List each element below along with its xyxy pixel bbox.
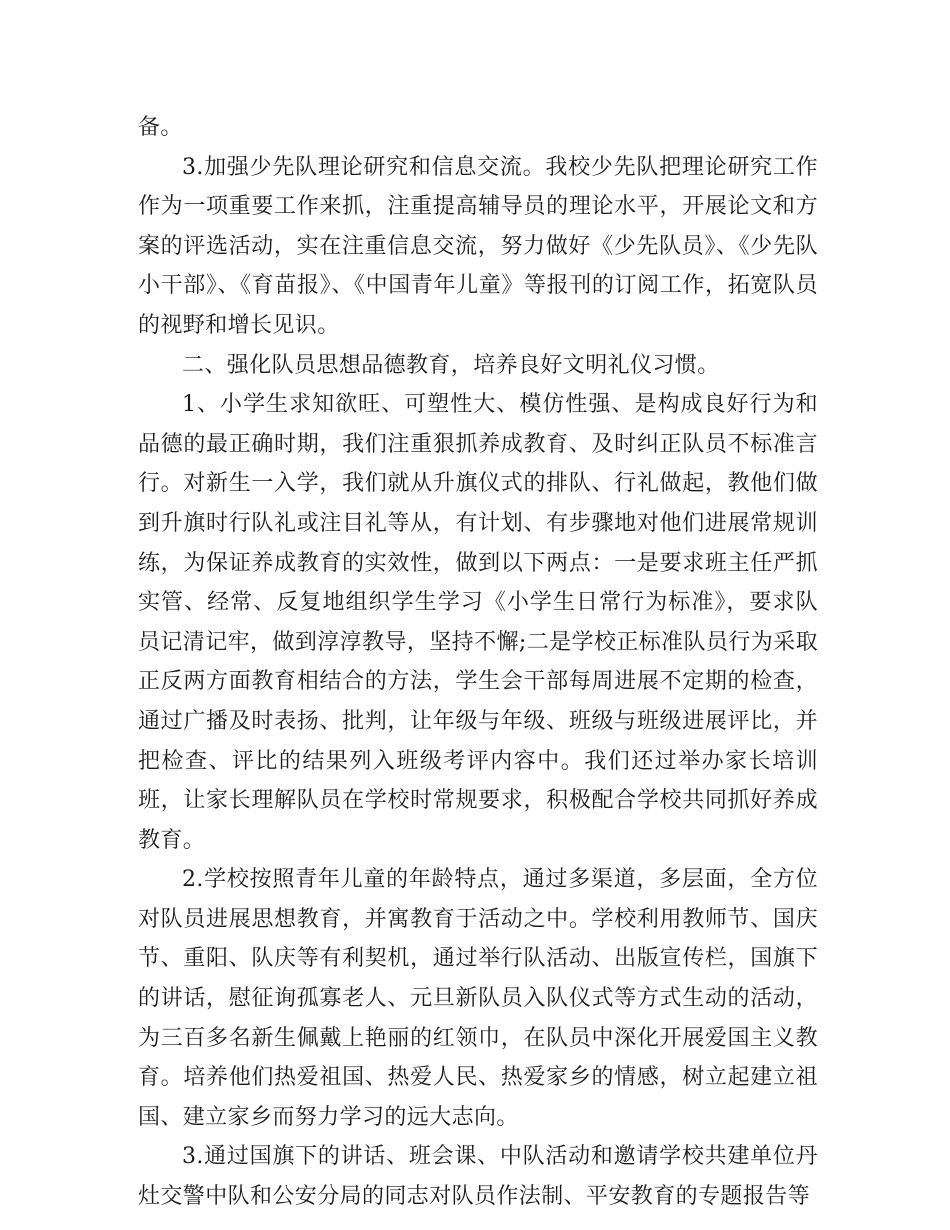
document-body bbox=[138, 108, 818, 1217]
paragraph-habit-education: 1、小学生求知欲旺、可塑性大、模仿性强、是构成良好行为和品德的最正确时期，我们注重狠抓养成教育、及时纠正队员不标准言行。对新生一入学，我们就从升旗仪式的排队、行礼做起，教他们做到升旗时行队礼或注目礼等从，有计划、有步骤地对他们进展常规训练，为保证养成教育的实效性，做到以下两点：一是要求班主任严抓实管、经常、反复地组织学生学习《小学生日常行为标准》，要求队员记清记牢，做到淳淳教导，坚持不懈;二是学校正标准队员行为采取正反两方面教育相结合的方法，学生会干部每周进展不定期的检查，通过广播及时表扬、批判，让年级与年级、班级与班级进展评比，并把检查、评比的结果列入班级考评内容中。我们还过举办家长培训班，让家长理解队员在学校时常规要求，积极配合学校共同抓好养成教育。 bbox=[138, 392, 818, 853]
paragraph-legal-safety-education: 3.通过国旗下的讲话、班会课、中队活动和邀请学校共建单位丹灶交警中队和公安分局的同志对队员作法制、平安教育的专题报告等 bbox=[138, 1144, 818, 1210]
paragraph-ideological-education: 2.学校按照青年儿童的年龄特点，通过多渠道，多层面，全方位对队员进展思想教育，并寓教育于活动之中。学校利用教师节、国庆节、重阳、队庆等有利契机，通过举行队活动、出版宣传栏，国旗下的讲话，慰征询孤寡老人、元旦新队员入队仪式等方式生动的活动，为三百多名新生佩戴上艳丽的红领巾，在队员中深化开展爱国主义教育。培养他们热爱祖国、热爱人民、热爱家乡的情感，树立起建立祖国、建立家乡而努力学习的远大志向。 bbox=[138, 867, 818, 1130]
section-heading-moral-education: 二、强化队员思想品德教育，培养良好文明礼仪习惯。 bbox=[182, 352, 720, 378]
paragraph-continuation: 备。 bbox=[138, 115, 183, 140]
paragraph-theory-research: 3.加强少先队理论研究和信息交流。我校少先队把理论研究工作作为一项重要工作来抓，注重提高辅导员的理论水平，开展论文和方案的评选活动，实在注重信息交流，努力做好《少先队员》、《少先队小干部》、《育苗报》、《中国青年儿童》等报刊的订阅工作，拓宽队员的视野和增长见识。 bbox=[138, 154, 818, 338]
